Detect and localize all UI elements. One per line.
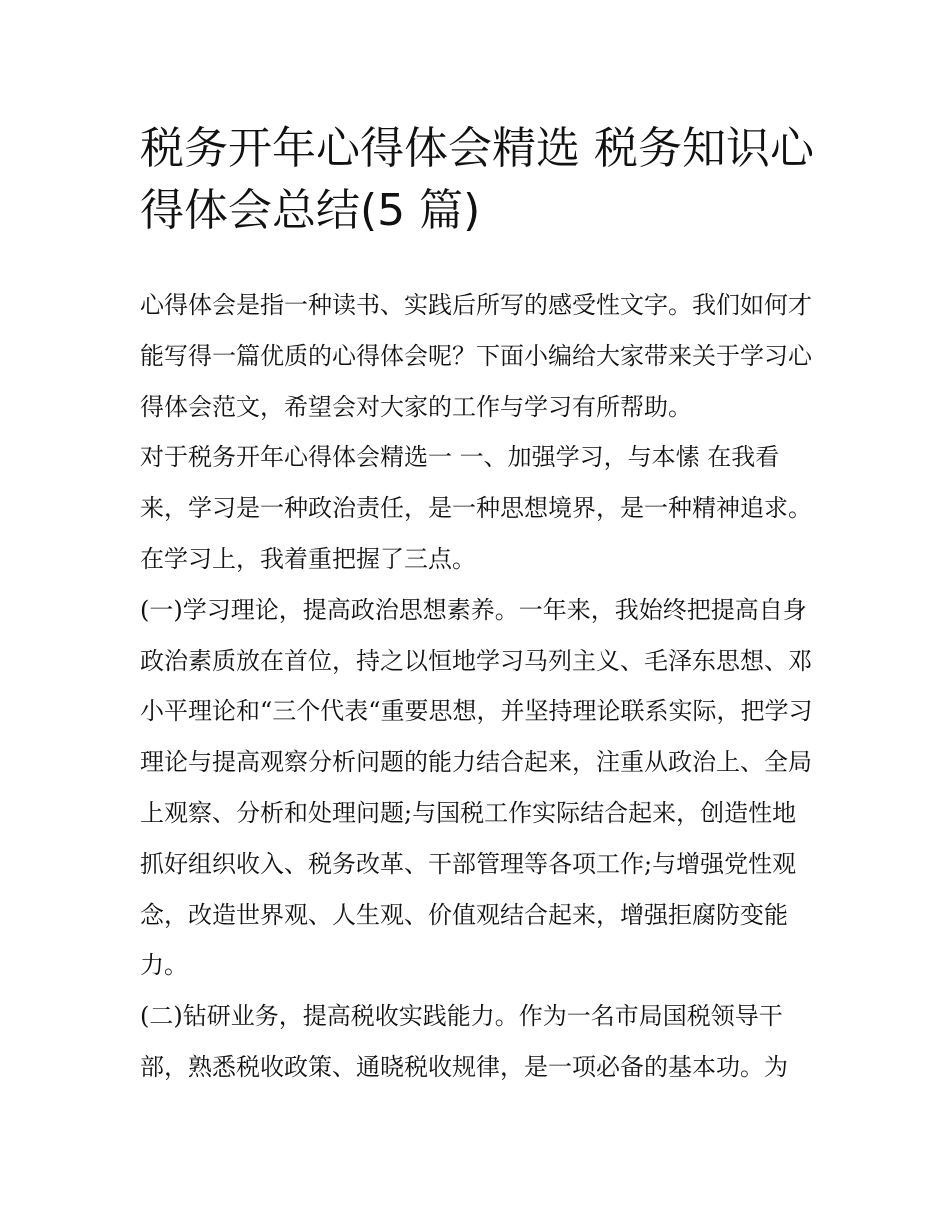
- paragraph-theory-study: (一)学习理论，提高政治思想素养。一年来，我始终把提高自身政治素质放在首位，持之以恒地学习马列主义、毛泽东思想、邓小平理论和“三个代表“重要思想，并坚持理论联系实际，把学习理论与提高观察分析问题的能力结合起来，注重从政治上、全局上观察、分析和处理问题;与国税工作实际结合起来，创造性地抓好组织收入、税务改革、干部管理等各项工作;与增强党性观念，改造世界观、人生观、价值观结合起来，增强拒腐防变能力。: [140, 595, 813, 980]
- paragraph-business-study: (二)钻研业务，提高税收实践能力。作为一名市局国税领导干部，熟悉税收政策、通晓税收规律，是一项必备的基本功。为: [140, 1002, 788, 1081]
- paragraph-intro: 心得体会是指一种读书、实践后所写的感受性文字。我们如何才能写得一篇优质的心得体会呢？下面小编给大家带来关于学习心得体会范文，希望会对大家的工作与学习有所帮助。: [140, 291, 812, 421]
- document-body: [140, 280, 816, 1093]
- paragraph-section-one: 对于税务开年心得体会精选一 一、加强学习，与本愫 在我看来，学习是一种政治责任，是一种思想境界，是一种精神追求。在学习上，我着重把握了三点。: [140, 443, 812, 573]
- document-title: 税务开年心得体会精选 税务知识心得体会总结(5 篇): [140, 123, 814, 236]
